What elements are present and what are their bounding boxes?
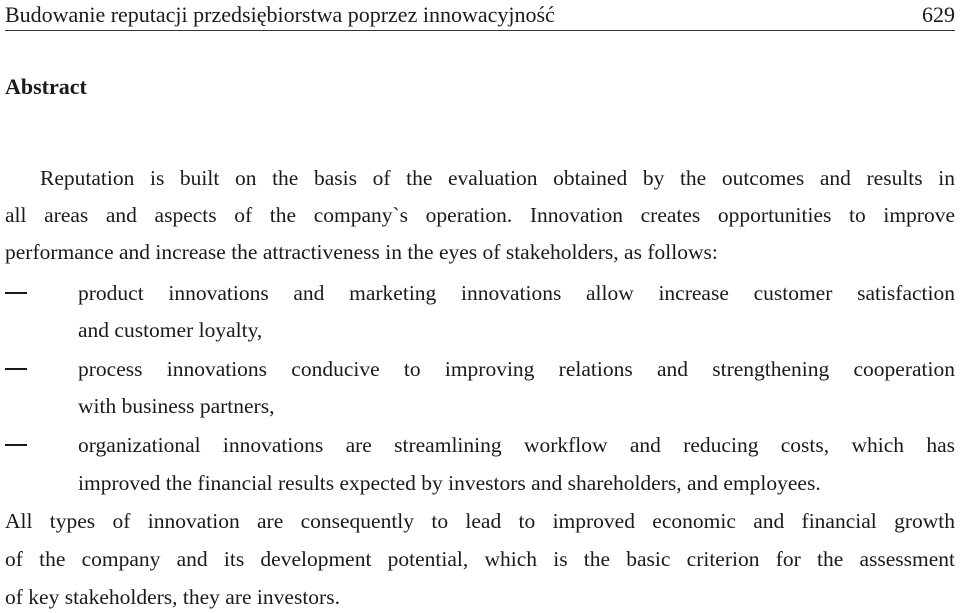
bullet-1-line-1: product innovations and marketing innovations allow increase customer satisfaction bbox=[78, 281, 955, 305]
bullet-2-line-2: with business partners, bbox=[78, 394, 275, 418]
running-title: Budowanie reputacji przedsiębiorstwa poprzez innowacyjność bbox=[5, 2, 555, 27]
bullet-dash bbox=[5, 444, 27, 446]
abstract-heading: Abstract bbox=[5, 74, 87, 99]
intro-line-2: all areas and aspects of the company`s operation. Innovation creates opportunities to improve bbox=[5, 203, 955, 227]
bullet-3-line-1: organizational innovations are streamlining workflow and reducing costs, which has bbox=[78, 433, 955, 457]
closing-line-3: of key stakeholders, they are investors. bbox=[5, 585, 340, 609]
closing-line-2: of the company and its development potential, which is the basic criterion for the assessment bbox=[5, 547, 955, 571]
bullet-3-line-2: improved the financial results expected by investors and shareholders, and employees. bbox=[78, 471, 821, 495]
bullet-2-line-1: process innovations conducive to improving relations and strengthening cooperation bbox=[78, 357, 955, 381]
closing-line-1: All types of innovation are consequently to lead to improved economic and financial growth bbox=[5, 509, 955, 533]
bullet-dash bbox=[5, 368, 27, 370]
bullet-1-line-2: and customer loyalty, bbox=[78, 318, 263, 342]
running-header bbox=[5, 0, 955, 31]
bullet-dash bbox=[5, 292, 27, 294]
intro-line-1: Reputation is built on the basis of the evaluation obtained by the outcomes and results in bbox=[40, 166, 955, 190]
intro-line-3: performance and increase the attractiveness in the eyes of stakeholders, as follows: bbox=[5, 240, 718, 264]
page-number: 629 bbox=[922, 2, 955, 27]
